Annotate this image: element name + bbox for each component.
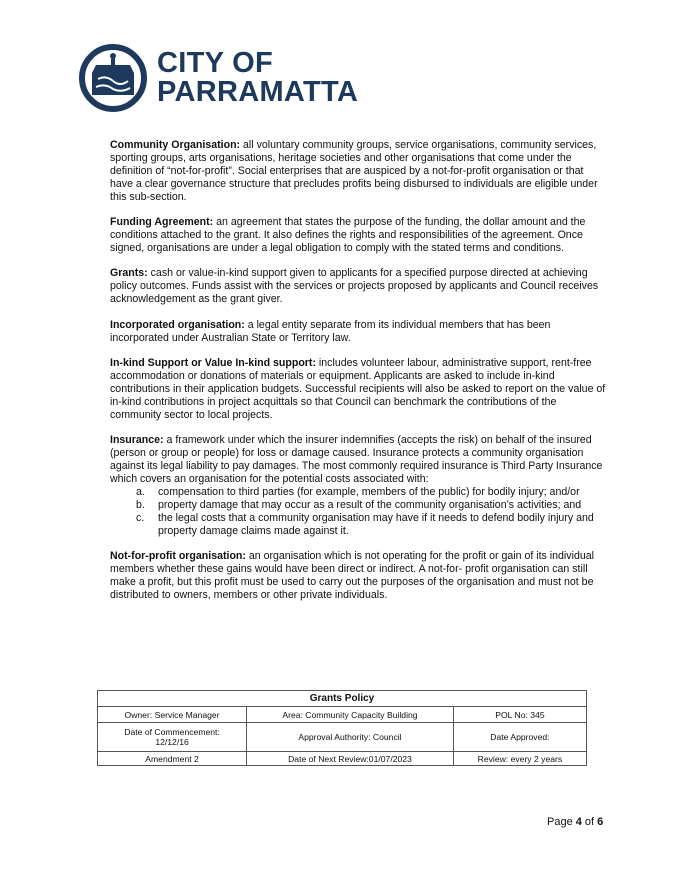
definition-grants xyxy=(110,267,606,306)
policy-title: Grants Policy xyxy=(98,691,587,707)
definition-text: an agreement that states the purpose of the funding, the dollar amount and the conditions attached to the grant. It also defines the rights and responsibilities of the agreement. Once signed, organisations are under a legal obligation to comply with the stated terms and conditions. xyxy=(110,216,586,254)
policy-approval-authority: Approval Authority: Council xyxy=(247,723,454,752)
definitions-section xyxy=(110,139,606,614)
definition-community-organisation xyxy=(110,139,606,204)
policy-area: Area: Community Capacity Building xyxy=(247,707,454,723)
definition-term: Insurance: xyxy=(110,434,164,447)
definition-text: cash or value-in-kind support given to applicants for a specified purpose directed at achieving policy outcomes. Funds assist with the services or projects proposed by applicants and Council receives acknowledgement as the grant giver. xyxy=(110,267,599,306)
list-marker: a. xyxy=(136,485,145,498)
definition-text: includes volunteer labour, administrative support, rent-free accommodation or donations of materials or equipment. Applicants are asked to include in-kind contributions in their application budgets. Successful recipients will also be asked to report on the value of in-kind contributions in project acquittals so that Council can benchmark the contributions of the community sector to local projects. xyxy=(110,357,606,421)
policy-review-frequency: Review: every 2 years xyxy=(453,752,586,766)
list-item-text: the legal costs that a community organisation may have if it needs to defend bodily injury and property damage claims made against it. xyxy=(158,511,594,537)
page-total: 6 xyxy=(597,816,604,828)
definition-incorporated-organisation xyxy=(110,319,606,345)
page-number xyxy=(547,816,603,828)
definition-term: Community Organisation: xyxy=(110,139,241,151)
definition-term: Not-for-profit organisation: xyxy=(110,550,246,563)
definition-in-kind-support xyxy=(110,357,606,422)
policy-info-table xyxy=(97,690,587,766)
commencement-date: 12/12/16 xyxy=(155,737,189,747)
policy-owner: Owner: Service Manager xyxy=(98,707,247,723)
insurance-paragraph xyxy=(110,434,606,486)
definition-text: all voluntary community groups, service organisations, community services, sporting groups, arts organisations, heritage societies and other organisations that come under the definition of “not-for-profit”. Social enterprises that are auspiced by a not-for-profit organisation or that have a clear governance structure that precludes profits being disbursed to individuals are eligible under this sub-section. xyxy=(110,139,598,203)
logo-line-2: PARRAMATTA xyxy=(157,76,359,108)
list-marker: c. xyxy=(136,511,145,524)
definition-term: Funding Agreement: xyxy=(110,216,214,229)
commencement-label: Date of Commencement: xyxy=(124,727,220,737)
policy-next-review: Date of Next Review:01/07/2023 xyxy=(247,752,454,766)
list-item xyxy=(136,512,606,538)
policy-date-approved: Date Approved: xyxy=(453,723,586,752)
council-seal-icon xyxy=(78,43,148,113)
logo-wordmark xyxy=(157,49,358,107)
list-item xyxy=(136,499,606,512)
list-item xyxy=(136,486,606,499)
logo-line-1: CITY OF xyxy=(157,47,273,79)
definition-funding-agreement xyxy=(110,216,606,255)
definition-term: In-kind Support or Value In-kind support: xyxy=(110,357,316,370)
insurance-list xyxy=(110,486,606,538)
definition-text: an organisation which is not operating for the profit or gain of its individual members whether these gains would have been direct or indirect. A not-for- profit organisation can still make a profit, but this profit must be used to carry out the purposes of the organisation and must not be distributed to owners, members or other private individuals. xyxy=(110,550,594,601)
list-item-text: compensation to third parties (for example, members of the public) for bodily injury; and/or xyxy=(158,485,580,498)
list-item-text: property damage that may occur as a result of the community organisation’s activities; and xyxy=(158,498,582,511)
city-of-parramatta-logo xyxy=(78,43,378,115)
definition-text: a legal entity separate from its individual members that has been incorporated under Australian State or Territory law. xyxy=(110,318,551,344)
policy-amendment: Amendment 2 xyxy=(98,752,247,766)
definition-text: a framework under which the insurer indemnifies (accepts the risk) on behalf of the insured (person or group or people) for loss or damage caused. Insurance protects a community organisation against its legal liability to pay damages. The most commonly required insurance is Third Party Insurance which covers an organisation for the potential costs associated with: xyxy=(110,434,603,485)
list-marker: b. xyxy=(136,498,145,511)
policy-commencement xyxy=(98,723,247,752)
definition-term: Grants: xyxy=(110,267,148,280)
policy-number: POL No: 345 xyxy=(453,707,586,723)
definition-term: Incorporated organisation: xyxy=(110,318,245,331)
definition-not-for-profit xyxy=(110,550,606,602)
page-current: 4 xyxy=(575,816,582,828)
page-label: Page xyxy=(547,816,576,828)
definition-insurance xyxy=(110,434,606,537)
page-of: of xyxy=(581,816,598,828)
